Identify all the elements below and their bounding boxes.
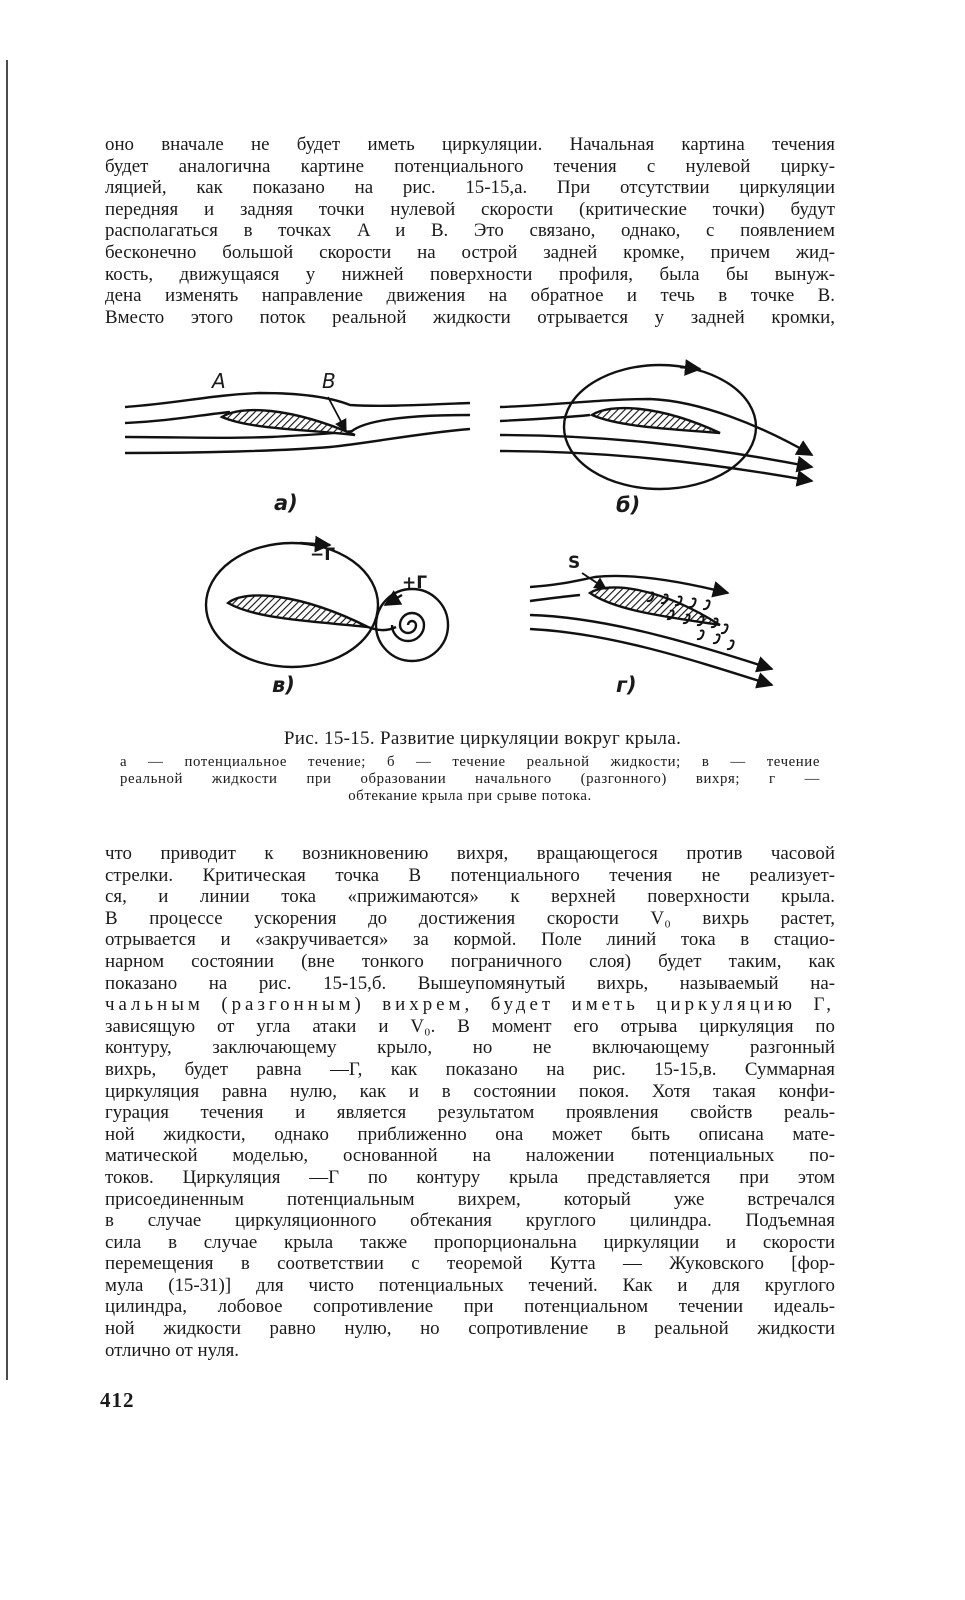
text-line: контуру, заключающему крыло, но не включающему разгонный (105, 1037, 835, 1059)
vortex-spiral (392, 613, 424, 641)
text-line: показано на рис. 15-15,б. Вышеупомянутый вихрь, называемый на- (105, 972, 835, 994)
panel-label-a: а) (274, 491, 298, 515)
text-line: располагаться в точках A и B. Это связано, однако, с появлением (105, 220, 835, 242)
text-line: вихрь, будет равна —Г, как показано на рис. 15-15,в. Суммарная (105, 1058, 835, 1080)
text-line: ной жидкости равно нулю, но сопротивление в реальной жидкости (105, 1318, 835, 1340)
text-line: чальным (разгонным) вихрем, будет иметь циркуляцию Г, (105, 994, 835, 1016)
streamline (500, 451, 812, 481)
text-line: будет аналогична картине потенциального течения с нулевой цирку- (105, 155, 835, 177)
text-line: Вместо этого поток реальной жидкости отрывается у задней кромки, (105, 306, 835, 328)
contour-plus-gamma (376, 589, 448, 661)
caption-line: а — потенциальное течение; б — течение реальной жидкости; в — течение (120, 754, 820, 770)
text-line: передняя и задняя точки нулевой скорости (критические точки) будут (105, 198, 835, 220)
streamline (125, 412, 230, 423)
airfoil (592, 408, 720, 433)
text-line: зависящую от угла атаки и V₀. В момент его отрыва циркуляция по (105, 1015, 835, 1037)
panel-a-potential-flow (125, 393, 470, 453)
panel-d-stall (530, 573, 772, 685)
label-point-b: B (322, 369, 336, 393)
panel-label-d: г) (616, 673, 637, 697)
paragraph-top (105, 134, 835, 328)
figure-caption-body (120, 754, 820, 805)
text-line: токов. Циркуляция —Г по контуру крыла представляется при этом (105, 1166, 835, 1188)
caption-line: реальной жидкости при образовании начального (разгонного) вихря; г — (120, 771, 820, 787)
text-line: кость, движущаяся у нижней поверхности профиля, была бы вынуж- (105, 263, 835, 285)
text-line: В процессе ускорения до достижения скорости V₀ вихрь растет, (105, 907, 835, 929)
airfoil (590, 587, 720, 625)
panel-label-c: в) (272, 673, 295, 697)
airfoil (222, 410, 355, 435)
caption-line: обтекание крыла при срыве потока. (348, 788, 592, 804)
label-point-s: S (568, 553, 581, 573)
scan-margin-line (6, 60, 8, 1380)
streamline (125, 429, 470, 453)
text-line: дена изменять направление движения на обратное и течь в точке B. (105, 285, 835, 307)
text-line: ляцией, как показано на рис. 15-15,а. При отсутствии циркуляции (105, 177, 835, 199)
text-line: оно вначале не будет иметь циркуляции. Начальная картина течения (105, 134, 835, 155)
text-line: ной жидкости, однако приближенно она может быть описана мате- (105, 1123, 835, 1145)
label-plus-gamma: +Г (402, 573, 428, 593)
text-line: циркуляция равна нулю, как и в состоянии покоя. Хотя такая конфи- (105, 1080, 835, 1102)
text-line: стрелки. Критическая точка B потенциального течения не реализует- (105, 864, 835, 886)
text-line: мула (15-31)] для чисто потенциальных течений. Как и для круглого (105, 1274, 835, 1296)
text-line: матической моделью, основанной на наложении потенциальных по- (105, 1145, 835, 1167)
text-line: гурация течения и является результатом проявления свойств реаль- (105, 1102, 835, 1124)
label-point-a: A (212, 369, 226, 393)
text-line: отрывается и «закручивается» за кормой. Поле линий тока в стацио- (105, 929, 835, 951)
streamline (530, 615, 772, 669)
label-minus-gamma: −Г (310, 545, 336, 565)
figure-drawing (0, 355, 965, 715)
streamline (530, 595, 580, 601)
streamline (125, 393, 470, 407)
text-line: присоединенным потенциальным вихрем, который уже встречался (105, 1188, 835, 1210)
text-line: перемещения в соответствии с теоремой Кутта — Жуковского [фор- (105, 1253, 835, 1275)
figure-caption-title: Рис. 15-15. Развитие циркуляции вокруг крыла. (283, 728, 682, 749)
contour-arrow (680, 367, 700, 369)
text-line: сила в случае крыла также пропорциональна циркуляции и скорости (105, 1231, 835, 1253)
airfoil (228, 595, 368, 627)
text-line: что приводит к возникновению вихря, вращающегося против часовой (105, 843, 835, 864)
paragraph-bottom (105, 843, 835, 1361)
panel-b-real-fluid-flow (500, 365, 812, 489)
streamline (500, 415, 590, 421)
text-line: нарном состоянии (вне тонкого пограничного слоя) будет таким, как (105, 950, 835, 972)
text-line: бесконечно большой скорости на острой задней кромке, причем жид- (105, 241, 835, 263)
text-line: отлично от нуля. (105, 1339, 240, 1361)
page-number: 412 (100, 1388, 135, 1412)
figure-15-15 (0, 355, 965, 715)
panel-label-b: б) (616, 493, 641, 517)
text-line: ся, и линии тока «прижимаются» к верхней поверхности крыла. (105, 886, 835, 908)
text-line: цилиндра, лобовое сопротивление при потенциальном течении идеаль- (105, 1296, 835, 1318)
text-line: в случае циркуляционного обтекания круглого цилиндра. Подъемная (105, 1210, 835, 1232)
